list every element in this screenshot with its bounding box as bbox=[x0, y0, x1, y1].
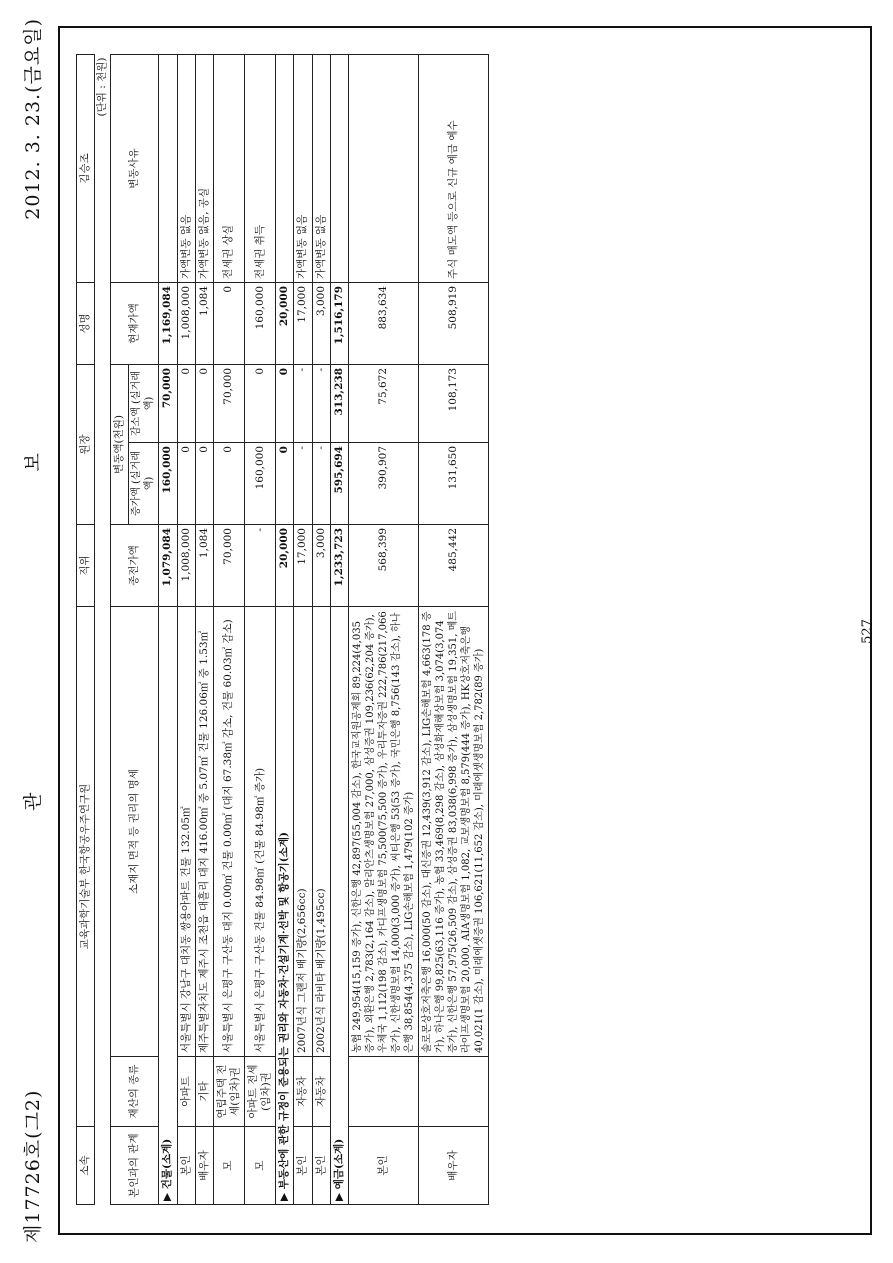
detail-cell: 서울특별시 강남구 대치동 쌍용아파트 건물 132.05㎡ bbox=[177, 607, 195, 1057]
col-kind: 재산의 종류 bbox=[111, 1057, 159, 1127]
prev-value: 1,084 bbox=[195, 525, 213, 607]
prev-value: 3,000 bbox=[312, 525, 330, 607]
current-value: 0 bbox=[213, 282, 244, 364]
reason-value: 가액변동 없음, 공실 bbox=[195, 54, 213, 282]
dec-value: 313,238 bbox=[330, 364, 348, 442]
gazette-date: 2012. 3. 23.(금요일) bbox=[22, 18, 44, 220]
kind-cell: 연립주택 전세(임차)권 bbox=[213, 1057, 244, 1127]
current-value: 1,084 bbox=[195, 282, 213, 364]
inc-value: 160,000 bbox=[159, 443, 177, 525]
kind-cell: 기타 bbox=[195, 1057, 213, 1127]
relation-cell: 배우자 bbox=[418, 1127, 488, 1205]
table-row bbox=[294, 54, 312, 1204]
kind-cell: 자동차 bbox=[294, 1057, 312, 1127]
dec-value: 108,173 bbox=[418, 364, 488, 442]
reason-value: 주식 매도액 등으로 신규 예금 예수 bbox=[418, 54, 488, 282]
inc-value: 0 bbox=[276, 443, 294, 525]
prev-value: 70,000 bbox=[213, 525, 244, 607]
detail-cell: 솔로몬상호저축은행 16,000(50 감소), 대신증권 12,439(3,912 감소), LIG손해보험 4,663(178 증가), 하나은행 99,825(63,116 증가), 농협 33,469(8,298 감소), 삼성화재해상보험 3,074(3,074 증가), 신한은행 57,975(26,509 감소), 삼성증권 83,038(6,998 증가), 삼성생명보험 19,351, 메트라이프생명보험 20,000, AIA생명보험 1,082, 교보생명보험 8,579(444 증가), HK상호저축은행 40,021(1 감소), 미래에셋증권 106,621(11,652 감소), 미래에셋생명보험 2,782(89 증가) bbox=[418, 607, 488, 1057]
relation-cell: 모 bbox=[245, 1127, 276, 1205]
dec-value: 0 bbox=[177, 364, 195, 442]
reason-value bbox=[159, 54, 177, 282]
kind-cell bbox=[418, 1057, 488, 1127]
table-row bbox=[348, 54, 418, 1204]
relation-cell: 본인 bbox=[348, 1127, 418, 1205]
gazette-title-char-1: 관 bbox=[22, 791, 44, 811]
col-prev: 종전가액 bbox=[111, 525, 159, 607]
dec-value: 0 bbox=[276, 364, 294, 442]
column-header-row bbox=[111, 54, 129, 1204]
current-value: 1,516,179 bbox=[330, 282, 348, 364]
reason-value: 가액변동 없음 bbox=[177, 54, 195, 282]
table-row bbox=[245, 54, 276, 1204]
prev-value: 1,079,084 bbox=[159, 525, 177, 607]
header-row bbox=[77, 54, 95, 1204]
relation-cell: 본인 bbox=[312, 1127, 330, 1205]
inc-value: 0 bbox=[195, 443, 213, 525]
detail-cell: 제주특별자치도 제주시 조천읍 대흘리 대지 416.00㎡ 중 5.07㎡ 건물 126.06㎡ 중 1.53㎡ bbox=[195, 607, 213, 1057]
gazette-title-char-2: 보 bbox=[22, 452, 44, 472]
gazette-issue-number: 제17726호(그2) bbox=[22, 1089, 44, 1243]
col-dec: 감소액 (실거래액) bbox=[129, 364, 159, 442]
position-label: 직위 bbox=[77, 525, 95, 607]
current-value: 508,919 bbox=[418, 282, 488, 364]
dec-value: 75,672 bbox=[348, 364, 418, 442]
subtotal-row bbox=[276, 54, 294, 1204]
reason-value: 가액변동 없음 bbox=[312, 54, 330, 282]
dec-value: 0 bbox=[245, 364, 276, 442]
affiliation-label: 소속 bbox=[77, 1127, 95, 1205]
subtotal-row bbox=[159, 54, 177, 1204]
relation-cell: 배우자 bbox=[195, 1127, 213, 1205]
dec-value: 70,000 bbox=[213, 364, 244, 442]
name-label: 성명 bbox=[77, 282, 95, 364]
page-number: 527 bbox=[860, 619, 875, 644]
current-value: 1,169,084 bbox=[159, 282, 177, 364]
table-row bbox=[195, 54, 213, 1204]
inc-value: - bbox=[294, 443, 312, 525]
col-inc: 증가액 (실거래액) bbox=[129, 443, 159, 525]
dec-value: - bbox=[312, 364, 330, 442]
table-row bbox=[213, 54, 244, 1204]
current-value: 20,000 bbox=[276, 282, 294, 364]
subtotal-row bbox=[330, 54, 348, 1204]
col-reason: 변동사유 bbox=[111, 54, 159, 282]
position-value: 원장 bbox=[77, 364, 95, 524]
detail-cell: 서울특별시 은평구 구산동 건물 84.98㎡ (건물 84.98㎡ 증가) bbox=[245, 607, 276, 1057]
reason-value bbox=[276, 54, 294, 282]
prev-value: 20,000 bbox=[276, 525, 294, 607]
dec-value: - bbox=[294, 364, 312, 442]
dec-value: 70,000 bbox=[159, 364, 177, 442]
person-name: 김승조 bbox=[77, 54, 95, 282]
reason-value bbox=[348, 54, 418, 282]
current-value: 883,634 bbox=[348, 282, 418, 364]
asset-table bbox=[76, 54, 489, 1205]
prev-value: 1,008,000 bbox=[177, 525, 195, 607]
reason-value: 전세권 상실 bbox=[213, 54, 244, 282]
current-value: 1,008,000 bbox=[177, 282, 195, 364]
table-row bbox=[177, 54, 195, 1204]
relation-cell: 본인 bbox=[294, 1127, 312, 1205]
prev-value: 485,442 bbox=[418, 525, 488, 607]
unit-note: (단위 : 천원) bbox=[96, 57, 109, 117]
prev-value: 1,233,723 bbox=[330, 525, 348, 607]
prev-value: 17,000 bbox=[294, 525, 312, 607]
current-value: 3,000 bbox=[312, 282, 330, 364]
inc-value: 0 bbox=[177, 443, 195, 525]
inc-value: 595,694 bbox=[330, 443, 348, 525]
kind-cell: 아파트 전세(임차)권 bbox=[245, 1057, 276, 1127]
current-value: 160,000 bbox=[245, 282, 276, 364]
organization: 교육과학기술부 한국항공우주연구원 bbox=[77, 607, 95, 1127]
table-row bbox=[312, 54, 330, 1204]
kind-cell: 자동차 bbox=[312, 1057, 330, 1127]
prev-value: - bbox=[245, 525, 276, 607]
inc-value: 160,000 bbox=[245, 443, 276, 525]
col-current: 현재가액 bbox=[111, 282, 159, 364]
inc-value: 131,650 bbox=[418, 443, 488, 525]
kind-cell: 아파트 bbox=[177, 1057, 195, 1127]
detail-cell: 2007년식 그랜저 배기량(2,656cc) bbox=[294, 607, 312, 1057]
detail-cell: 2002년식 라비타 배기량(1,495cc) bbox=[312, 607, 330, 1057]
inc-value: 390,907 bbox=[348, 443, 418, 525]
inc-value: 0 bbox=[213, 443, 244, 525]
reason-value: 전세권 취득 bbox=[245, 54, 276, 282]
subtotal-label: ▶ 예금(소계) bbox=[330, 607, 348, 1205]
dec-value: 0 bbox=[195, 364, 213, 442]
asset-table-wrapper bbox=[76, 55, 489, 1205]
subtotal-label: ▶ 건물(소계) bbox=[159, 607, 177, 1205]
prev-value: 568,399 bbox=[348, 525, 418, 607]
reason-value bbox=[330, 54, 348, 282]
detail-cell: 서울특별시 은평구 구산동 대지 0.00㎡ 건물 0.00㎡ (대지 67.38㎡ 감소, 건물 60.03㎡ 감소) bbox=[213, 607, 244, 1057]
inc-value: - bbox=[312, 443, 330, 525]
relation-cell: 본인 bbox=[177, 1127, 195, 1205]
detail-cell: 농협 249,954(15,159 증가), 신한은행 42,897(55,004 감소), 한국교직원공제회 89,224(4,035 증가), 외환은행 2,783(2,164 감소), 알리안츠생명보험 27,000, 삼성증권 109,236(62,204 증가), 우체국 1,112(198 감소), 카디프생명보험 75,500(75,500 증가), 우리투자증권 222,786(217,066 증가), 신한생명보험 14,000(3,000 증가), 씨티은행 53(53 증가), 국민은행 8,756(143 감소), 하나은행 38,854(4,375 감소), LIG손해보험 1,479(102 증가) bbox=[348, 607, 418, 1057]
reason-value: 가액변동 없음 bbox=[294, 54, 312, 282]
col-detail: 소재지 면적 등 권리의 명세 bbox=[111, 607, 159, 1057]
table-row bbox=[418, 54, 488, 1204]
kind-cell bbox=[348, 1057, 418, 1127]
relation-cell: 모 bbox=[213, 1127, 244, 1205]
subtotal-label: ▶ 부동산에 관한 규정이 준용되는 권리와 자동차·건설기계·선박 및 항공기(소계) bbox=[276, 607, 294, 1205]
col-change: 변동액(천원) bbox=[111, 364, 129, 524]
col-relation: 본인과의 관계 bbox=[111, 1127, 159, 1205]
current-value: 17,000 bbox=[294, 282, 312, 364]
